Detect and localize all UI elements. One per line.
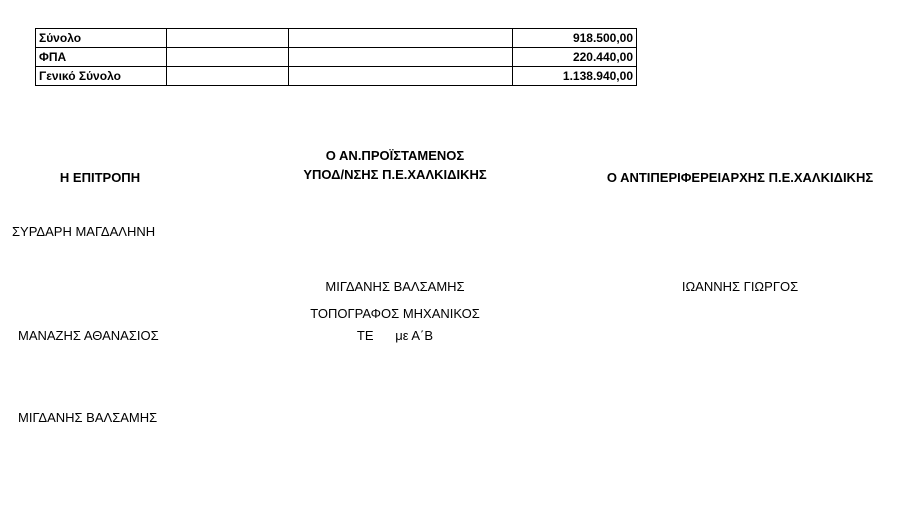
row-label: Γενικό Σύνολο [36, 67, 167, 86]
empty-cell [167, 29, 289, 48]
deputy-head-heading-line1: Ο ΑΝ.ΠΡΟΪΣΤΑΜΕΝΟΣ [325, 148, 465, 163]
row-label: Σύνολο [36, 29, 167, 48]
empty-cell [289, 67, 513, 86]
deputy-governor-heading: Ο ΑΝΤΙΠΕΡΙΦΕΡΕΙΑΡΧΗΣ Π.Ε.ΧΑΛΚΙΔΙΚΗΣ [606, 170, 874, 185]
deputy-governor-name: ΙΩΑΝΝΗΣ ΓΙΩΡΓΟΣ [681, 279, 799, 294]
empty-cell [289, 48, 513, 67]
empty-cell [289, 29, 513, 48]
table-row [36, 48, 637, 67]
row-value: 220.440,00 [513, 48, 637, 67]
table-row [36, 29, 637, 48]
row-value: 1.138.940,00 [513, 67, 637, 86]
empty-cell [167, 67, 289, 86]
committee-member-name: ΜΙΓΔΑΝΗΣ ΒΑΛΣΑΜΗΣ [18, 410, 158, 425]
deputy-head-heading-line2: ΥΠΟΔ/ΝΣΗΣ Π.Ε.ΧΑΛΚΙΔΙΚΗΣ [303, 167, 487, 182]
empty-cell [167, 48, 289, 67]
row-value: 918.500,00 [513, 29, 637, 48]
deputy-head-heading [250, 146, 540, 184]
committee-heading: Η ΕΠΙΤΡΟΠΗ [59, 170, 141, 185]
deputy-head-name: ΜΙΓΔΑΝΗΣ ΒΑΛΣΑΜΗΣ [325, 279, 465, 294]
totals-table [35, 28, 637, 86]
committee-member-name: ΜΑΝΑΖΗΣ ΑΘΑΝΑΣΙΟΣ [18, 328, 159, 343]
deputy-head-title: ΤΟΠΟΓΡΑΦΟΣ ΜΗΧΑΝΙΚΟΣ [310, 306, 480, 321]
row-label: ΦΠΑ [36, 48, 167, 67]
deputy-head-degree: ΤΕ με Α΄Β [356, 328, 434, 343]
table-row [36, 67, 637, 86]
committee-member-name: ΣΥΡΔΑΡΗ ΜΑΓΔΑΛΗΝΗ [12, 224, 156, 239]
